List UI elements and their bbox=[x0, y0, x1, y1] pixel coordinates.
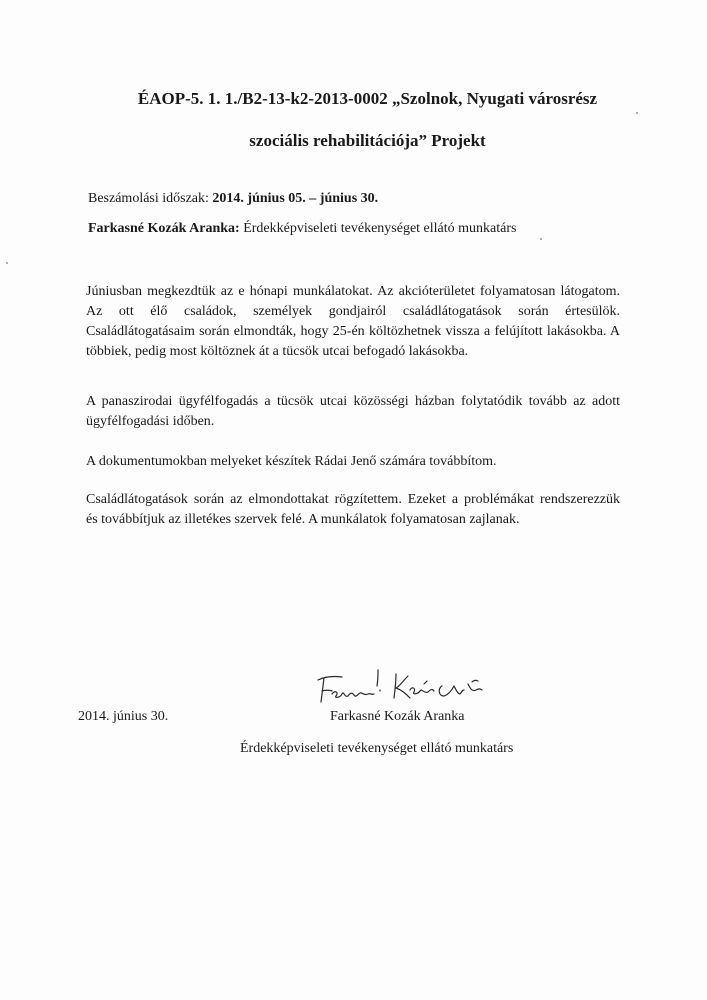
scan-speck bbox=[636, 112, 638, 114]
project-title-line-2: szociális rehabilitációja” Projekt bbox=[249, 131, 486, 150]
paragraph-line: és továbbítjuk az illetékes szervek felé. A munkálatok folyamatosan zajlanak. bbox=[86, 512, 520, 527]
document-date: 2014. június 30. bbox=[78, 709, 169, 724]
paragraph-line: többiek, pedig most költöznek át a tücsök utcai befogadó lakásokba. bbox=[86, 344, 469, 359]
paragraph-line: Júniusban megkezdtük az e hónapi munkálatokat. Az akcióterületet folyamatosan látogatom. bbox=[86, 284, 620, 299]
author-line bbox=[88, 220, 516, 238]
paragraph-line: A dokumentumokban melyeket készítek Rádai Jenő számára továbbítom. bbox=[86, 454, 497, 469]
signer-role: Érdekképviseleti tevékenységet ellátó munkatárs bbox=[240, 741, 514, 756]
author-role: Érdekképviseleti tevékenységet ellátó munkatárs bbox=[243, 221, 517, 236]
paragraph-4 bbox=[86, 490, 620, 530]
author-name: Farkasné Kozák Aranka: bbox=[88, 221, 240, 236]
paragraph-3 bbox=[86, 452, 620, 472]
paragraph-line: A panaszirodai ügyfélfogadás a tücsök utcai közösségi házban folytatódik tovább az adott bbox=[86, 394, 620, 409]
scan-speck bbox=[6, 262, 8, 264]
paragraph-1 bbox=[86, 282, 620, 362]
paragraph-line: Családlátogatásaim során elmondták, hogy 25-én költözhetnek vissza a felújított lakásokba. A bbox=[86, 324, 620, 339]
handwritten-signature bbox=[312, 664, 492, 712]
project-title-line-1: ÉAOP-5. 1. 1./B2-13-k2-2013-0002 „Szolnok, Nyugati városrész bbox=[137, 89, 598, 108]
reporting-period-value: 2014. június 05. – június 30. bbox=[212, 191, 379, 206]
paragraph-line: ügyfélfogadási időben. bbox=[86, 414, 215, 429]
scan-speck bbox=[540, 238, 542, 240]
paragraph-line: Családlátogatások során az elmondottakat rögzítettem. Ezeket a problémákat rendszerezzük bbox=[86, 492, 620, 507]
reporting-period-label: Beszámolási időszak: bbox=[88, 191, 209, 206]
reporting-period bbox=[88, 190, 378, 208]
paragraph-line: Az ott élő családok, személyek gondjairól családlátogatások során értesülök. bbox=[86, 304, 620, 319]
paragraph-2 bbox=[86, 392, 620, 432]
signer-name: Farkasné Kozák Aranka bbox=[330, 709, 465, 724]
